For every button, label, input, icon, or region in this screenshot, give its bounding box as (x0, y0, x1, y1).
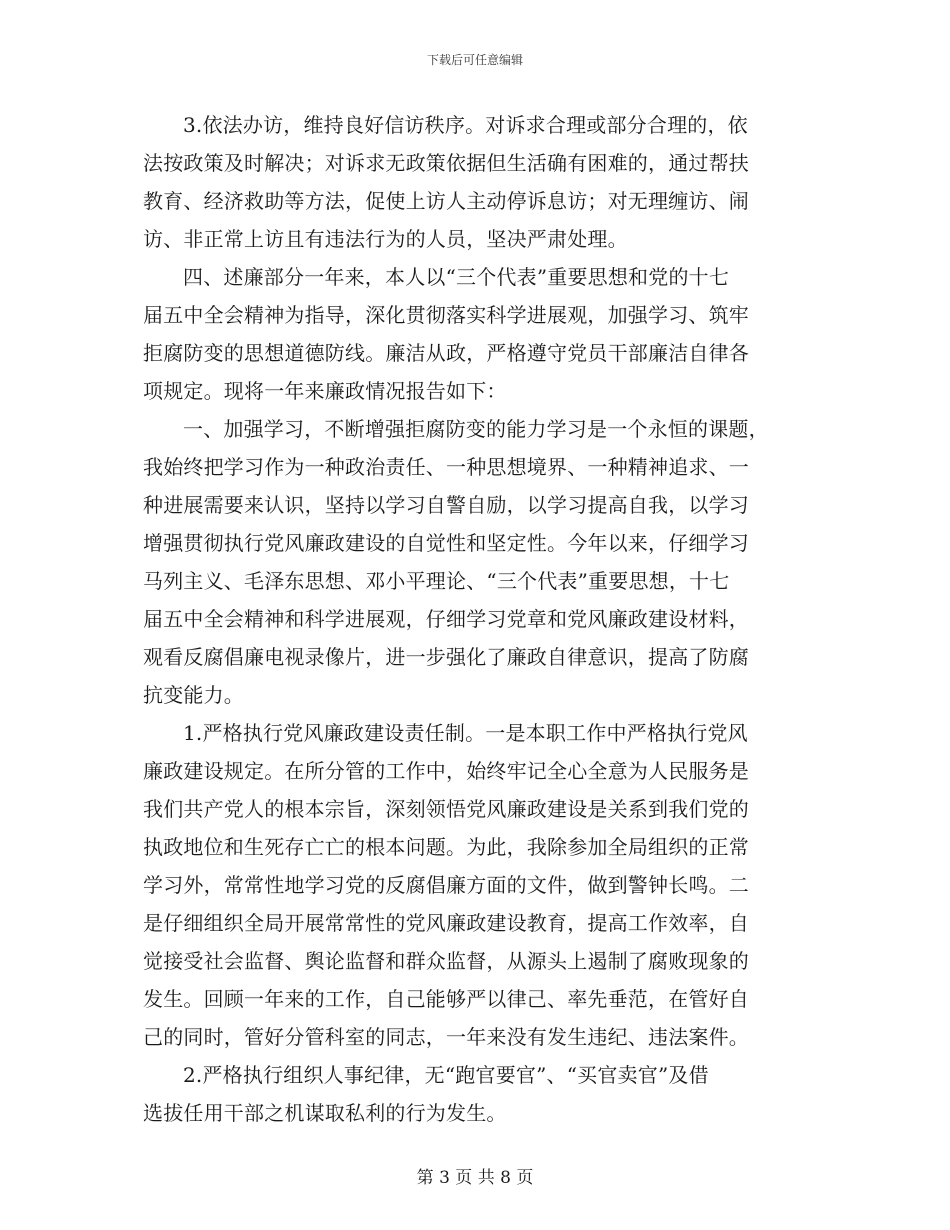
paragraph-petition-handling: 3.依法办访，维持良好信访秩序。对诉求合理或部分合理的，依 法按政策及时解决；对诉求无政策依据但生活确有困难的，通过帮扶 教育、经济救助等方法，促使上访人主动停诉息访；对无理缠访、闹 访、非正常上访且有违法行为的人员，坚决严肃处理。 (143, 113, 749, 251)
paragraph-integrity-report-intro: 四、述廉部分一年来，本人以“三个代表”重要思想和党的十七 届五中全会精神为指导，深化贯彻落实科学进展观，加强学习、筑牢 拒腐防变的思想道德防线。廉洁从政，严格遵守党员干部廉洁自律各 项规定。现将一年来廉政情况报告如下： (143, 265, 749, 403)
paragraph-strengthen-study: 一、加强学习，不断增强拒腐防变的能力学习是一个永恒的课题， 我始终把学习作为一种政治责任、一种思想境界、一种精神追求、一 种进展需要来认识，坚持以学习自警自励，以学习提高自我，以学习 增强贯彻执行党风廉政建设的自觉性和坚定性。今年以来，仔细学习 马列主义、毛泽东思想、邓小平理论、“三个代表”重要思想，十七 届五中全会精神和科学进展观，仔细学习党章和党风廉政建设材料， 观看反腐倡廉电视录像片，进一步强化了廉政自律意识，提高了防腐 抗变能力。 (143, 417, 769, 707)
document-body (143, 106, 807, 1132)
page-number: 第 3 页 共 8 页 (416, 1168, 534, 1188)
paragraph-personnel-discipline: 2.严格执行组织人事纪律，无“跑官要官”、“买官卖官”及借 选拔任用干部之机谋取私利的行为发生。 (143, 1063, 709, 1125)
paragraph-responsibility-system: 1.严格执行党风廉政建设责任制。一是本职工作中严格执行党风 廉政建设规定。在所分管的工作中，始终牢记全心全意为人民服务是 我们共产党人的根本宗旨，深刻领悟党风廉政建设是关系到我们党的 执政地位和生死存亡亡的根本问题。为此，我除参加全局组织的正常 学习外，常常性地学习党的反腐倡廉方面的文件，做到警钟长鸣。二 是仔细组织全局开展常常性的党风廉政建设教育，提高工作效率，自 觉接受社会监督、舆论监督和群众监督，从源头上遏制了腐败现象的 发生。回顾一年来的工作，自己能够严以律己、率先垂范，在管好自 己的同时，管好分管科室的同志，一年来没有发生违纪、违法案件。 (143, 721, 749, 1049)
page-header: 下载后可任意编辑 (426, 53, 523, 67)
